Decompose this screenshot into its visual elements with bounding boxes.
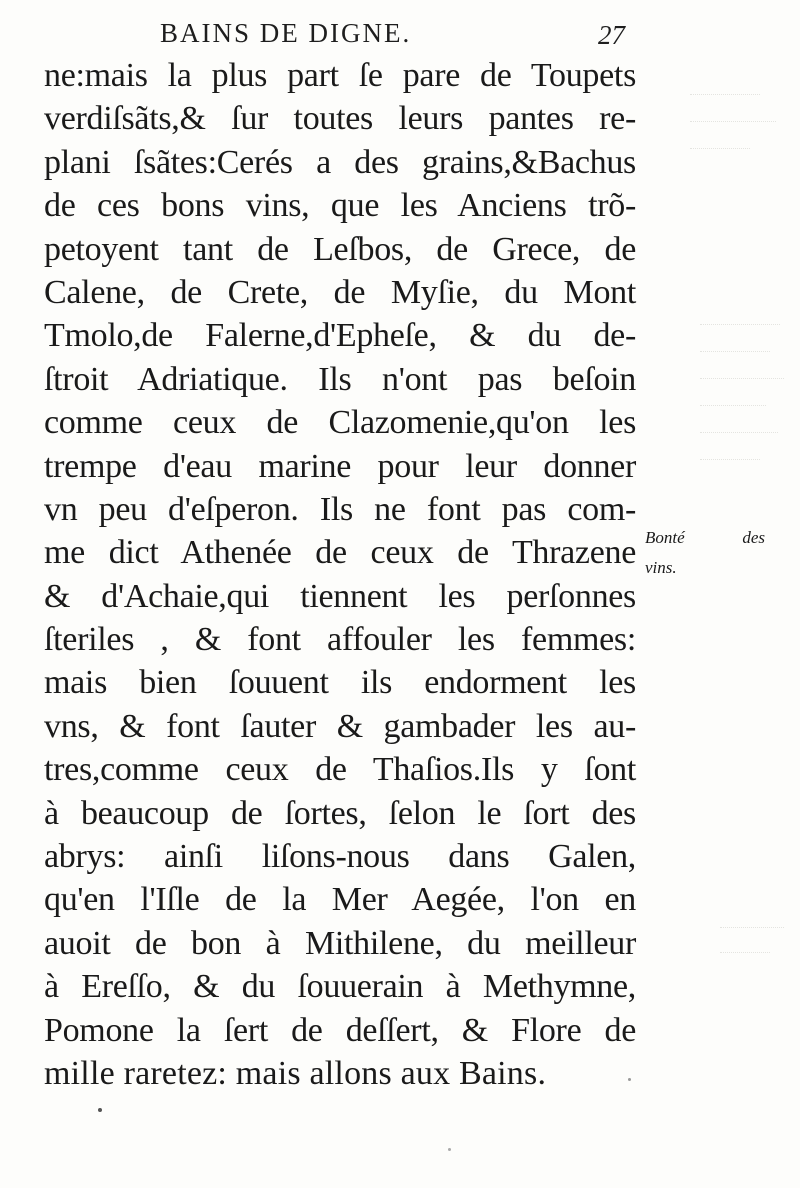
body-text <box>44 54 636 1095</box>
text-line: à Ereſſo, & du ſouuerain à Methymne, <box>44 968 636 1006</box>
ink-speck <box>448 1148 451 1151</box>
text-line: qu'en l'Iſle de la Mer Aegée, l'on en <box>44 881 636 919</box>
text-line: Tmolo,de Falerne,d'Epheſe, & du de- <box>44 317 636 355</box>
text-line: tres,comme ceux de Thaſios.Ils y ſont <box>44 751 636 789</box>
text-line: de ces bons vins, que les Anciens trõ- <box>44 187 636 225</box>
margin-note-line: vins. <box>645 558 677 577</box>
text-line: & d'Achaie,qui tiennent les perſonnes <box>44 577 636 615</box>
text-line: à beaucoup de ſortes, ſelon le ſort des <box>44 794 636 832</box>
show-through-marks <box>690 70 790 160</box>
text-line: auoit de bon à Mithilene, du meilleur <box>44 924 636 962</box>
running-head: BAINS DE DIGNE. <box>160 18 412 48</box>
text-line: ſtroit Adriatique. Ils n'ont pas beſoin <box>44 360 636 398</box>
show-through-marks-3 <box>720 905 790 955</box>
text-line: vns, & font ſauter & gambader les au- <box>44 707 636 745</box>
page-number: 27 <box>598 20 625 50</box>
text-line: trempe d'eau marine pour leur donner <box>44 447 636 485</box>
text-line: mais bien ſouuent ils endorment les <box>44 664 636 702</box>
text-line: comme ceux de Clazomenie,qu'on les <box>44 404 636 442</box>
margin-note-line: Bonté des <box>645 528 765 547</box>
text-line: me dict Athenée de ceux de Thrazene <box>44 534 636 572</box>
text-line: mille raretez: mais allons aux Bains. <box>44 1054 547 1092</box>
text-line: Calene, de Crete, de Myſie, du Mont <box>44 273 636 311</box>
ink-speck <box>98 1108 102 1112</box>
text-line: plani ſsãtes:Cerés a des grains,&Bachus <box>44 143 636 181</box>
text-line: ſteriles , & font affouler les femmes: <box>44 621 636 659</box>
text-line: ne:mais la plus part ſe pare de Toupets <box>44 57 636 94</box>
margin-note <box>645 523 765 583</box>
text-line: vn peu d'eſperon. Ils ne font pas com- <box>44 490 636 528</box>
text-line: verdiſsãts,& ſur toutes leurs pantes re- <box>44 100 636 138</box>
text-line: Pomone la ſert de deſſert, & Flore de <box>44 1011 636 1049</box>
ink-speck <box>628 1078 631 1081</box>
text-line: abrys: ainſi liſons-nous dans Galen, <box>44 838 636 876</box>
show-through-marks-2 <box>700 300 790 490</box>
text-line: petoyent tant de Leſbos, de Grece, de <box>44 230 636 268</box>
